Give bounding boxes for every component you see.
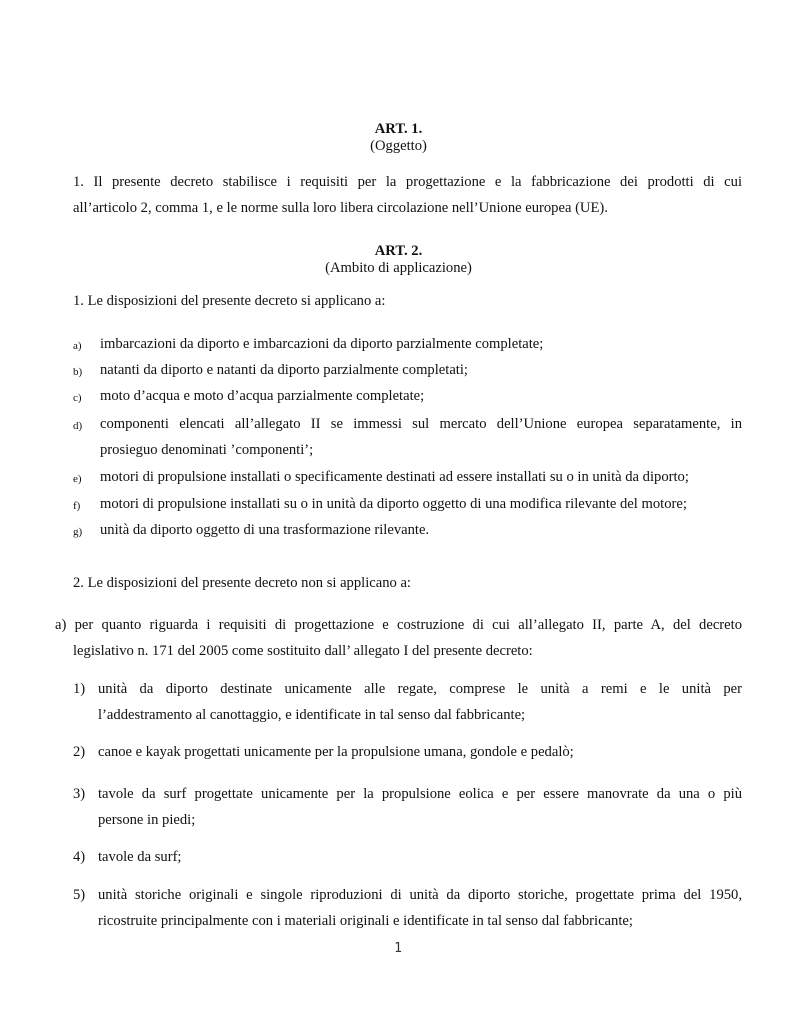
list-item-marker: g)	[73, 526, 83, 538]
list-item-marker: a)	[73, 340, 82, 352]
list-item-text: componenti elencati all’allegato II se immessi sul mercato dell’Unione europea separatamente, in	[100, 416, 742, 432]
list-item-text: moto d’acqua e moto d’acqua parzialmente completate;	[100, 388, 425, 404]
art1-heading	[0, 121, 791, 155]
exclusion-a-line-2: legislativo n. 171 del 2005 come sostituito dall’ allegato I del presente decreto:	[73, 643, 533, 659]
numbered-item-text: tavole da surf;	[98, 849, 182, 865]
numbered-item-text: canoe e kayak progettati unicamente per la propulsione umana, gondole e pedalò;	[98, 744, 574, 760]
list-item-text: imbarcazioni da diporto e imbarcazioni da diporto parzialmente completate;	[100, 336, 544, 352]
list-item-marker: c)	[73, 392, 82, 404]
art2-heading	[0, 243, 791, 277]
list-item-marker: b)	[73, 366, 83, 378]
numbered-item-marker: 4)	[73, 849, 86, 865]
numbered-item-marker: 5)	[73, 887, 86, 903]
numbered-item-text-continuation: l’addestramento al canottaggio, e identificate in tal senso dal fabbricante;	[98, 707, 526, 723]
list-item-text: unità da diporto oggetto di una trasformazione rilevante.	[100, 522, 430, 538]
list-item-text: motori di propulsione installati su o in unità da diporto oggetto di una modifica rilevante del motore;	[100, 496, 687, 512]
art1-subtitle: (Oggetto)	[370, 138, 427, 154]
list-item-marker: e)	[73, 473, 82, 485]
numbered-item-text-continuation: ricostruite principalmente con i materiali originali e identificate in tal senso dal fabbricante;	[98, 913, 633, 929]
art2-intro-applicability: 1. Le disposizioni del presente decreto si applicano a:	[73, 293, 386, 309]
exclusion-a-line-1: a) per quanto riguarda i requisiti di progettazione e costruzione di cui all’allegato II, parte A, del decreto	[55, 617, 742, 633]
list-item-marker: f)	[73, 500, 81, 512]
numbered-item-marker: 1)	[73, 681, 86, 697]
list-item-text: motori di propulsione installati o specificamente destinati ad essere installati su o in unità da diporto;	[100, 469, 689, 485]
art2-subtitle: (Ambito di applicazione)	[325, 260, 472, 276]
art1-paragraph-line-2: all’articolo 2, comma 1, e le norme sulla loro libera circolazione nell’Unione europea (UE).	[73, 200, 608, 216]
numbered-item-marker: 2)	[73, 744, 86, 760]
numbered-item-text: tavole da surf progettate unicamente per la propulsione eolica e per essere manovrate da una o più	[98, 786, 742, 802]
art2-intro-exclusions: 2. Le disposizioni del presente decreto non si applicano a:	[73, 575, 411, 591]
list-item-text-continuation: prosieguo denominati ’componenti’;	[100, 442, 314, 458]
art2-title: ART. 2.	[374, 243, 423, 259]
numbered-item-text-continuation: persone in piedi;	[98, 812, 196, 828]
numbered-item-text: unità storiche originali e singole riproduzioni di unità da diporto storiche, progettate prima del 1950,	[98, 887, 742, 903]
art1-title: ART. 1.	[374, 121, 423, 137]
art1-paragraph-line-1: 1. Il presente decreto stabilisce i requisiti per la progettazione e la fabbricazione dei prodotti di cui	[73, 174, 742, 190]
page-number: 1	[394, 941, 402, 956]
list-item-marker: d)	[73, 420, 83, 432]
list-item-text: natanti da diporto e natanti da diporto parzialmente completati;	[100, 362, 468, 378]
numbered-item-marker: 3)	[73, 786, 86, 802]
numbered-item-text: unità da diporto destinate unicamente alle regate, comprese le unità a remi e le unità per	[98, 681, 742, 697]
